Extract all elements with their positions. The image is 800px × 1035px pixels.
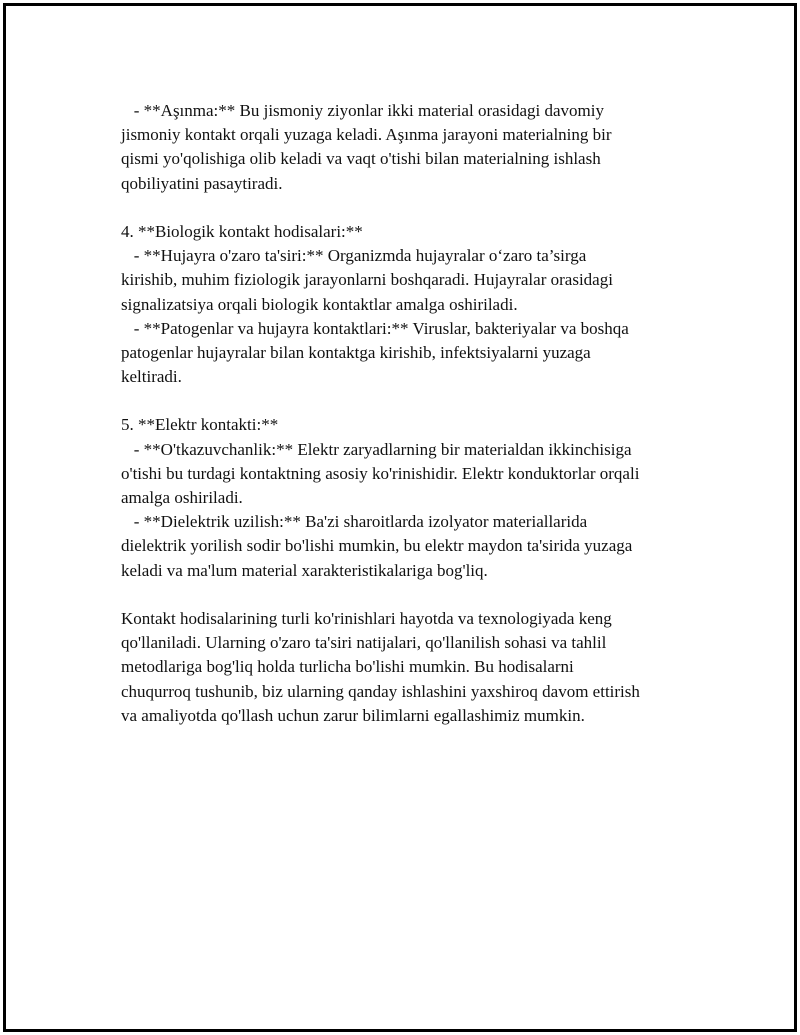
text-line: signalizatsiya orqali biologik kontaktlar amalga oshiriladi.: [121, 294, 518, 314]
paragraph-asinma: [121, 99, 701, 196]
text-line: - **Dielektrik uzilish:** Ba'zi sharoitlarda izolyator materiallarida: [121, 512, 588, 532]
document-body: [121, 99, 701, 728]
section-heading: 5. **Elektr kontakti:**: [121, 415, 279, 435]
text-line: dielektrik yorilish sodir bo'lishi mumkin, bu elektr maydon ta'sirida yuzaga: [121, 536, 633, 556]
text-line: va amaliyotda qo'llash uchun zarur bilimlarni egallashimiz mumkin.: [121, 705, 585, 725]
text-line: amalga oshiriladi.: [121, 488, 243, 507]
text-line: keladi va ma'lum material xarakteristikalariga bog'liq.: [121, 560, 488, 580]
text-line: o'tishi bu turdagi kontaktning asosiy ko'rinishidir. Elektr konduktorlar orqali: [121, 463, 640, 483]
section-elektr-kontakti: [121, 413, 701, 582]
text-line: qobiliyatini pasaytiradi.: [121, 173, 283, 193]
blank-line: [121, 389, 701, 413]
text-line: qo'llaniladi. Ularning o'zaro ta'siri natijalari, qo'llanilish sohasi va tahlil: [121, 633, 607, 653]
text-line: kirishib, muhim fiziologik jarayonlarni boshqaradi. Hujayralar orasidagi: [121, 270, 613, 290]
text-line: - **O'tkazuvchanlik:** Elektr zaryadlarning bir materialdan ikkinchisiga: [121, 439, 632, 459]
text-line: - **Aşınma:** Bu jismoniy ziyonlar ikki material orasidagi davomiy: [121, 101, 605, 120]
paragraph-conclusion: [121, 607, 701, 728]
text-line: qismi yo'qolishiga olib keladi va vaqt o'tishi bilan materialning ishlash: [121, 149, 601, 169]
text-line: keltiradi.: [121, 367, 182, 387]
blank-line: [121, 583, 701, 607]
text-line: - **Patogenlar va hujayra kontaktlari:** Viruslar, bakteriyalar va boshqa: [121, 318, 629, 338]
section-biologik-kontakt: [121, 220, 701, 389]
document-page: [3, 3, 797, 1032]
text-line: Kontakt hodisalarining turli ko'rinishlari hayotda va texnologiyada keng: [121, 608, 612, 628]
text-line: metodlariga bog'liq holda turlicha bo'lishi mumkin. Bu hodisalarni: [121, 657, 574, 677]
text-line: patogenlar hujayralar bilan kontaktga kirishib, infektsiyalarni yuzaga: [121, 342, 591, 362]
section-heading: 4. **Biologik kontakt hodisalari:**: [121, 221, 363, 241]
text-line: chuqurroq tushunib, biz ularning qanday ishlashini yaxshiroq davom ettirish: [121, 681, 640, 701]
text-line: jismoniy kontakt orqali yuzaga keladi. Aşınma jarayoni materialning bir: [121, 125, 612, 145]
text-line: - **Hujayra o'zaro ta'siri:** Organizmda hujayralar o‘zaro ta’sirga: [121, 246, 587, 266]
blank-line: [121, 196, 701, 220]
